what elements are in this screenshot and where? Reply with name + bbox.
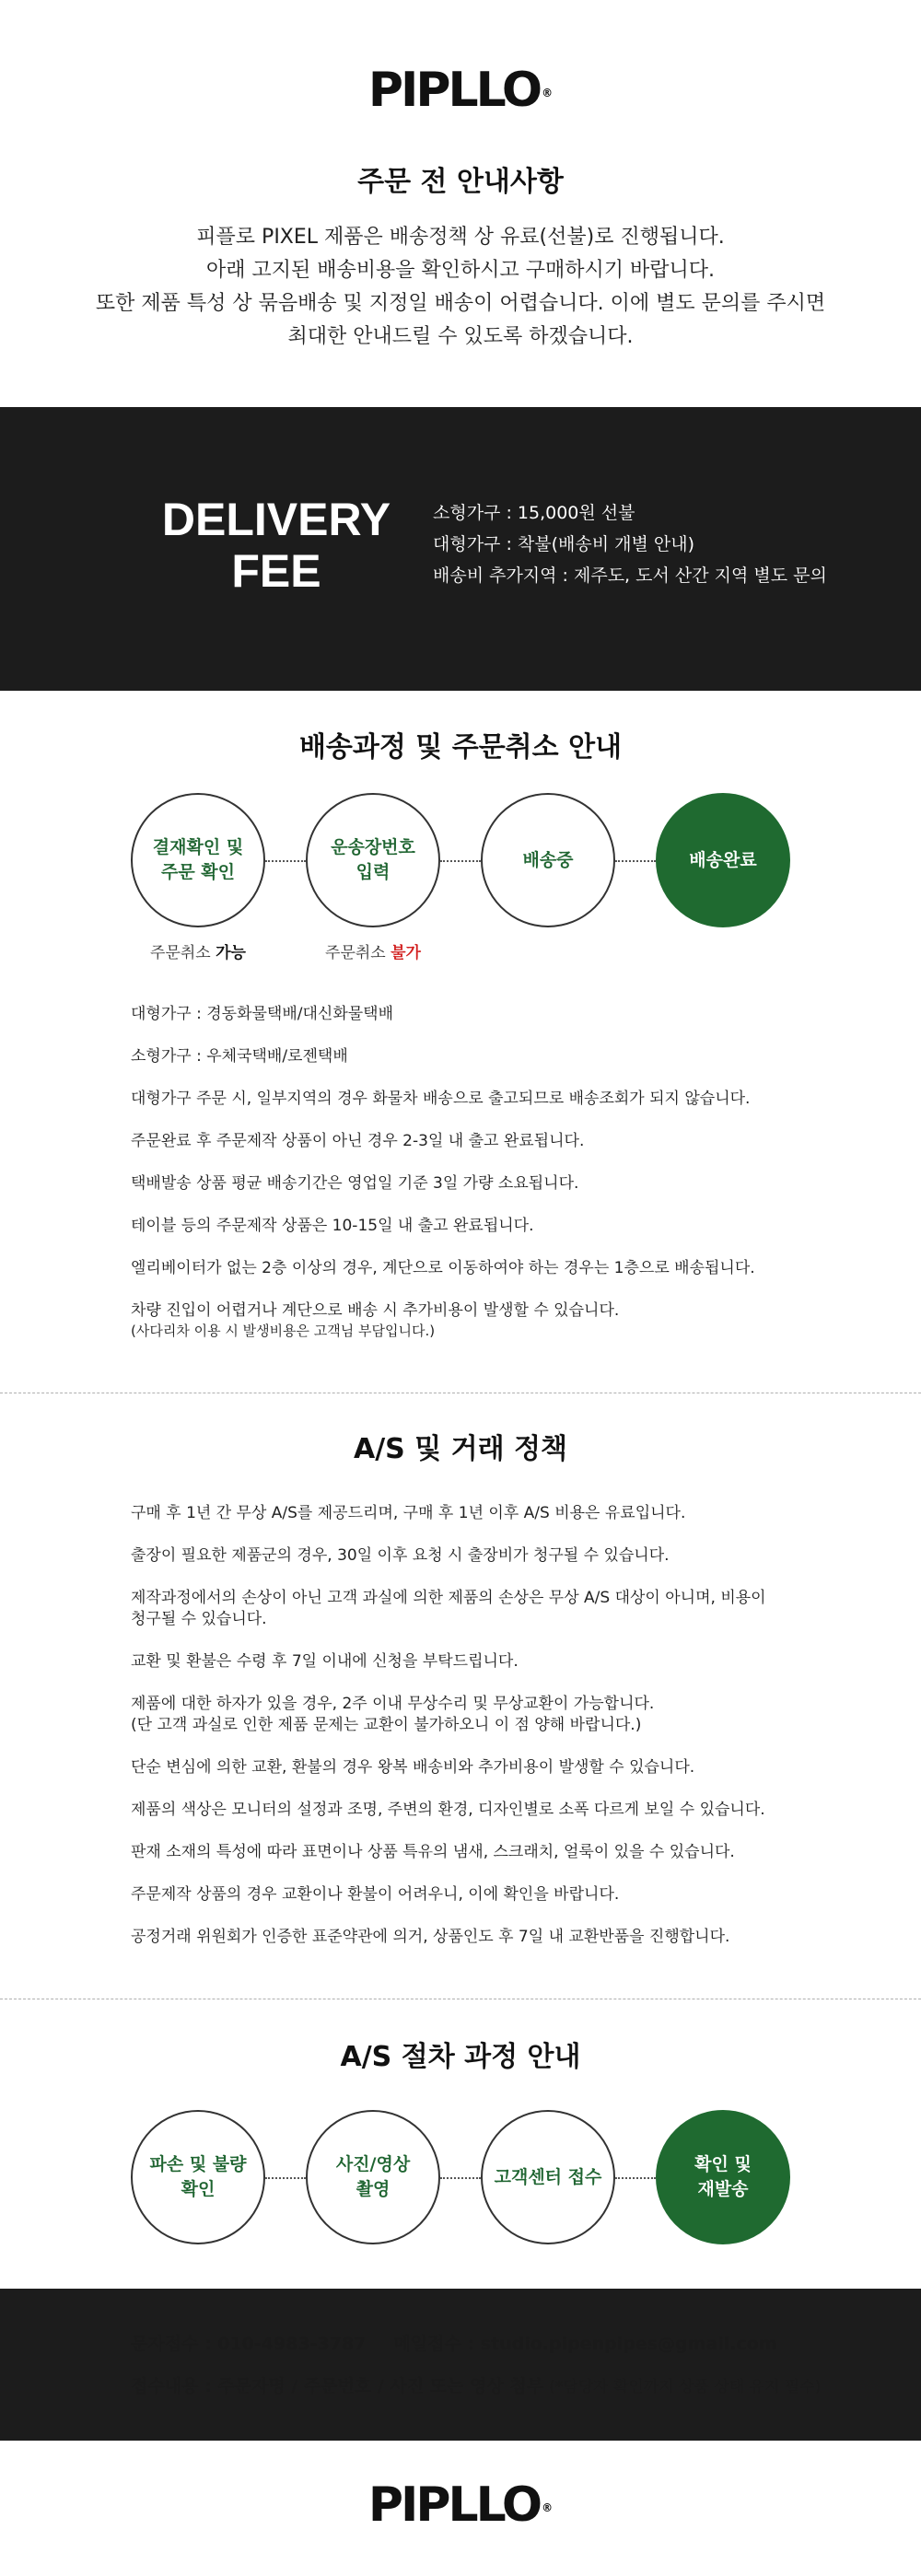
- delivery-fee-title-line: FEE: [231, 545, 321, 597]
- sms-contact: 문자접수 : 010-4983-3787: [131, 2334, 367, 2354]
- as-policy-title: A/S 및 거래 정책: [353, 1433, 567, 1465]
- step-label: 배송완료: [689, 849, 757, 870]
- step-label: 운송장번호: [331, 837, 415, 857]
- list-item: [131, 1694, 794, 1736]
- as-step-resend: [656, 2110, 790, 2244]
- content-row: [131, 2372, 821, 2397]
- mail-contact[interactable]: 메일접수 : studio.pipenpipes@gmail.com: [393, 2334, 777, 2354]
- intro-title: 주문 전 안내사항: [357, 166, 564, 198]
- shipping-step-tracking: [306, 793, 440, 927]
- content-note: (*담당자 확인까지 상품 상태 유지 필수): [549, 2378, 822, 2396]
- brand-logo-footer: [0, 2477, 921, 2533]
- list-item: [131, 1545, 794, 1567]
- fee-line-small: 소형가구 : 15,000원 선불: [433, 503, 635, 523]
- step-label: 재발송: [697, 2179, 749, 2199]
- intro-line: 최대한 안내드릴 수 있도록 하겠습니다.: [287, 325, 634, 348]
- list-item-line: 제품의 색상은 모니터의 설정과 조명, 주변의 환경, 디자인별로 소폭 다르게 보일 수 있습니다.: [131, 1801, 765, 1819]
- list-item-line: 주문제작 상품의 경우 교환이나 환불이 어려우니, 이에 확인을 바랍니다.: [131, 1885, 620, 1904]
- list-item-sub: (사다리차 이용 시 발생비용은 고객님 부담입니다.): [131, 1323, 436, 1339]
- step-connector: [440, 2177, 481, 2179]
- step-connector: [615, 860, 656, 862]
- as-process-title: A/S 절차 과정 안내: [340, 2041, 581, 2073]
- list-item: 대형가구 : 경동화물택배/대신화물택배: [131, 1005, 394, 1023]
- list-item-line: 제품에 대한 하자가 있을 경우, 2주 이내 무상수리 및 무상교환이 가능합니다.: [131, 1695, 655, 1713]
- list-item: 택배발송 상품 평균 배송기간은 영업일 기준 3일 가량 소요됩니다.: [131, 1174, 579, 1193]
- as-step-customer-center: [481, 2110, 615, 2244]
- step-label: 결재확인 및: [152, 837, 244, 857]
- logo-text: PIPLLO: [367, 63, 541, 118]
- fee-line-large: 대형가구 : 착불(배송비 개별 안내): [433, 534, 694, 554]
- step-label: 확인 및: [694, 2154, 752, 2174]
- cancel-status-impossible: 불가: [391, 944, 421, 962]
- list-item-line: 청구될 수 있습니다.: [131, 1610, 267, 1628]
- brand-logo: [0, 63, 921, 118]
- intro-line: 아래 고지된 배송비용을 확인하시고 구매하시기 바랍니다.: [205, 259, 715, 282]
- delivery-fee-title: [138, 494, 414, 597]
- logo-text: PIPLLO: [367, 2477, 541, 2533]
- intro-line: 피플로 PIXEL 제품은 배송정책 상 유료(선불)로 진행됩니다.: [196, 226, 725, 249]
- step-label: 사진/영상: [335, 2154, 411, 2174]
- list-item: [131, 1884, 794, 1906]
- list-item: [131, 1503, 794, 1524]
- list-item: 테이블 등의 주문제작 상품은 10-15일 내 출고 완료됩니다.: [131, 1217, 534, 1235]
- list-item-line: 단순 변심에 의한 교환, 환불의 경우 왕복 배송비와 추가비용이 발생할 수 있습니다.: [131, 1758, 695, 1777]
- list-item: 엘리베이터가 없는 2층 이상의 경우, 계단으로 이동하여야 하는 경우는 1층으로 배송됩니다.: [131, 1259, 755, 1277]
- shipping-step-delivered: [656, 793, 790, 927]
- content-label: 접수내용 : 주문자명 / 주문번호 / 사진 또는 영상 첨부: [131, 2376, 544, 2396]
- fee-line-extra: 배송비 추가지역 : 제주도, 도서 산간 지역 별도 문의: [433, 565, 827, 586]
- step-label: 배송중: [522, 849, 574, 870]
- cancel-note-possible: [131, 939, 265, 962]
- list-item-line: 판재 소재의 특성에 따라 표면이나 상품 특유의 냄새, 스크래치, 얼룩이 있을 수 있습니다.: [131, 1843, 735, 1861]
- list-item-line: 제작과정에서의 손상이 아닌 고객 과실에 의한 제품의 손상은 무상 A/S 대상이 아니며, 비용이: [131, 1589, 766, 1607]
- step-label: 파손 및 불량: [149, 2154, 247, 2174]
- shipping-info-list: [131, 1004, 794, 1340]
- intro-text: [0, 221, 921, 354]
- logo-registered-mark: ®: [542, 87, 554, 99]
- intro-line: 또한 제품 특성 상 묶음배송 및 지정일 배송이 어렵습니다. 이에 별도 문의를 주시면: [95, 292, 826, 315]
- cancel-status-possible: 가능: [216, 944, 246, 962]
- step-label: 입력: [356, 862, 391, 882]
- cancel-note-prefix: 주문취소: [325, 944, 386, 962]
- step-connector: [615, 2177, 656, 2179]
- list-item: 차량 진입이 어렵거나 계단으로 배송 시 추가비용이 발생할 수 있습니다.: [131, 1301, 620, 1320]
- step-connector: [265, 2177, 306, 2179]
- list-item-line: 출장이 필요한 제품군의 경우, 30일 이후 요청 시 출장비가 청구될 수 있습니다.: [131, 1546, 670, 1565]
- shipping-step-in-transit: [481, 793, 615, 927]
- step-label: 고객센터 접수: [494, 2166, 602, 2187]
- list-item: [131, 1842, 794, 1863]
- list-item-line: 교환 및 환불은 수령 후 7일 이내에 신청을 부탁드립니다.: [131, 1652, 519, 1671]
- step-connector: [265, 860, 306, 862]
- list-item: 주문완료 후 주문제작 상품이 아닌 경우 2-3일 내 출고 완료됩니다.: [131, 1132, 585, 1150]
- list-item: [131, 1651, 794, 1673]
- as-step-damage-check: [131, 2110, 265, 2244]
- as-policy-list: [131, 1503, 794, 1948]
- step-label: 주문 확인: [160, 862, 235, 882]
- step-connector: [440, 860, 481, 862]
- step-label: 촬영: [356, 2179, 391, 2199]
- shipping-step-payment: [131, 793, 265, 927]
- contact-band: [0, 2289, 921, 2441]
- list-item: [131, 1757, 794, 1778]
- list-item: [131, 1800, 794, 1821]
- delivery-fee-title-line: DELIVERY: [161, 494, 391, 545]
- step-label: 확인: [181, 2179, 216, 2199]
- list-item: 소형가구 : 우체국택배/로젠택배: [131, 1047, 348, 1066]
- cancel-note-impossible: [306, 939, 440, 962]
- delivery-fee-details: [433, 497, 912, 591]
- list-item: 대형가구 주문 시, 일부지역의 경우 화물차 배송으로 출고되므로 배송조회가 되지 않습니다.: [131, 1090, 751, 1108]
- list-item: [131, 1588, 794, 1630]
- shipping-title: 배송과정 및 주문취소 안내: [298, 731, 623, 763]
- as-step-photo: [306, 2110, 440, 2244]
- list-item-line: 구매 후 1년 간 무상 A/S를 제공드리며, 구매 후 1년 이후 A/S 비용은 유료입니다.: [131, 1504, 686, 1522]
- contact-row: [131, 2330, 777, 2355]
- cancel-note-prefix: 주문취소: [150, 944, 211, 962]
- list-item-line: (단 고객 과실로 인한 제품 문제는 교환이 불가하오니 이 점 양해 바랍니다.): [131, 1716, 642, 1734]
- list-item-line: 공정거래 위원회가 인증한 표준약관에 의거, 상품인도 후 7일 내 교환반품을 진행합니다.: [131, 1928, 730, 1946]
- logo-registered-mark: ®: [542, 2501, 554, 2514]
- list-item: [131, 1927, 794, 1948]
